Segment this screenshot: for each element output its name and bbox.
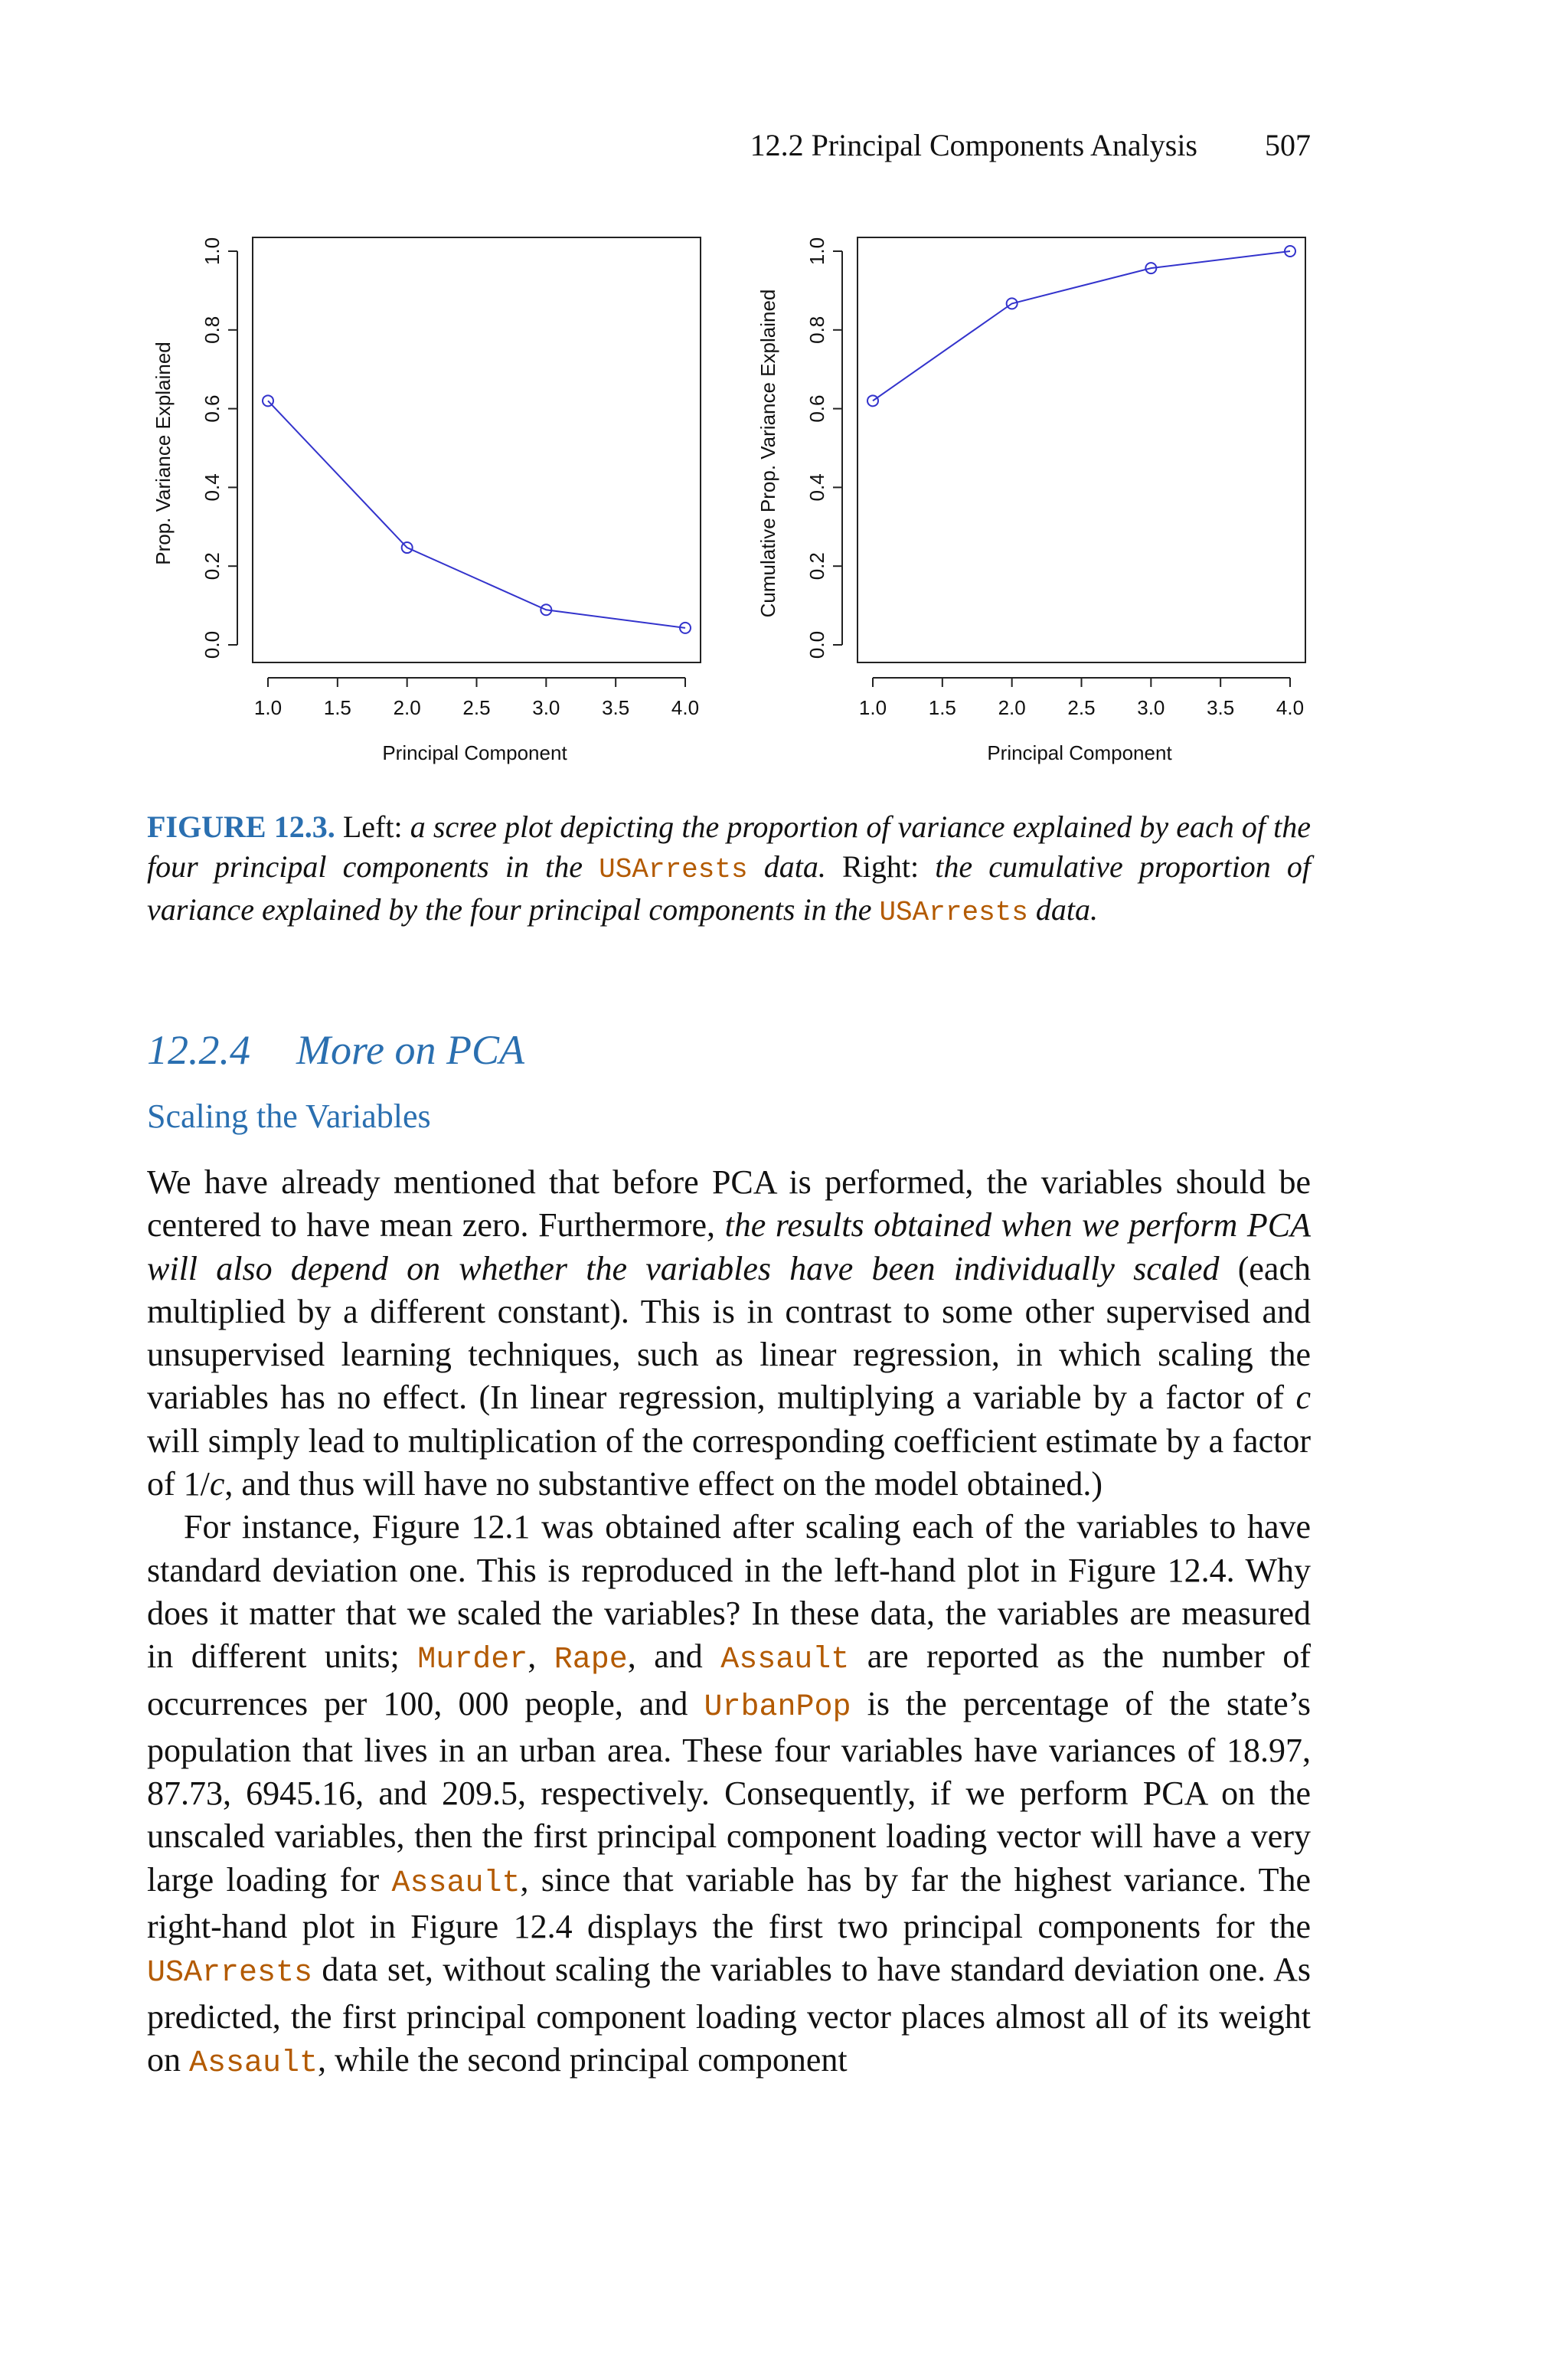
x-tick-label: 1.0 bbox=[858, 696, 887, 719]
x-axis-title: Principal Component bbox=[987, 741, 1172, 764]
x-tick-label: 1.5 bbox=[323, 696, 351, 719]
caption-right-word: Right: bbox=[842, 849, 920, 884]
plot-frame bbox=[253, 237, 701, 662]
text-run: (each multiplied by a different constant). This is in contrast to some other supervised and unsupervised learning techniques, such as linear regression, in which scaling the variables has no effect. (In linear regression, multiplying a variable by a factor of bbox=[147, 1249, 1311, 1417]
paragraph bbox=[147, 1506, 1311, 2085]
cumulative-plot-svg bbox=[743, 214, 1340, 796]
body-text bbox=[147, 1161, 1311, 2085]
y-tick-label: 1.0 bbox=[201, 237, 224, 266]
y-tick-label: 0.8 bbox=[201, 316, 224, 344]
x-tick-label: 2.0 bbox=[998, 696, 1026, 719]
series-line bbox=[873, 251, 1290, 401]
page-number: 507 bbox=[1265, 128, 1311, 162]
series-line bbox=[268, 401, 685, 628]
y-tick-label: 1.0 bbox=[805, 237, 828, 266]
y-tick-label: 0.4 bbox=[201, 473, 224, 502]
x-tick-label: 4.0 bbox=[1276, 696, 1305, 719]
x-tick-label: 2.5 bbox=[1067, 696, 1096, 719]
caption-right-text: the cumulative proportion of variance explained by the four principal components in the bbox=[147, 849, 1312, 927]
code-murder: Murder bbox=[417, 1643, 528, 1678]
scree-plot-svg bbox=[138, 214, 735, 796]
x-tick-label: 2.5 bbox=[462, 696, 491, 719]
caption-left-word: Left: bbox=[342, 810, 403, 844]
x-tick-label: 1.0 bbox=[253, 696, 283, 719]
x-tick-label: 1.5 bbox=[928, 696, 956, 719]
code-urbanpop: UrbanPop bbox=[704, 1689, 851, 1725]
caption-data-word: data. bbox=[1035, 892, 1099, 927]
text-run: is the percentage of the state’s population that lives in an urban area. These four variables have variances of 18.97, 87.73, 6945.16, and 209.5, respectively. Consequently, if we perform PCA on the unscaled variables, then the first principal component loading vector will have a very large loading for bbox=[147, 1684, 1311, 1899]
text-run: , since that variable has by far the highest variance. The right-hand plot in Figure 12.4 displays the first two principal components for the bbox=[147, 1860, 1311, 1946]
x-tick-label: 3.0 bbox=[1137, 696, 1165, 719]
math-variable: c bbox=[1295, 1379, 1312, 1417]
emphasis-run: the results obtained when we perform PCA will also depend on whether the variables have been individually scaled bbox=[147, 1206, 1311, 1287]
y-tick-label: 0.0 bbox=[201, 630, 224, 659]
text-run: , and bbox=[627, 1637, 703, 1676]
caption-left-text: a scree plot depicting the proportion of variance explained by each of the four principal components in the bbox=[147, 810, 1312, 884]
code-usarrests: USArrests bbox=[599, 854, 748, 885]
text-run: For instance, Figure 12.1 was obtained after scaling each of the variables to have standard deviation one. This is reproduced in the left-hand plot in Figure 12.4. Why does it matter that we scaled the variables? In these data, the variables are measured in different units; bbox=[147, 1508, 1311, 1676]
text-run: , while the second principal component bbox=[318, 2040, 848, 2079]
text-run: , bbox=[528, 1637, 537, 1676]
code-assault: Assault bbox=[720, 1643, 850, 1678]
y-tick-label: 0.2 bbox=[201, 552, 224, 581]
section-title: More on PCA bbox=[296, 1027, 524, 1073]
y-tick-label: 0.6 bbox=[805, 394, 828, 423]
caption-data-word: data. bbox=[763, 849, 826, 884]
code-usarrests: USArrests bbox=[147, 1956, 313, 1991]
x-axis-title: Principal Component bbox=[382, 741, 567, 764]
code-assault: Assault bbox=[391, 1866, 521, 1901]
y-axis-title: Cumulative Prop. Variance Explained bbox=[756, 289, 779, 618]
section-number: 12.2.4 bbox=[147, 1027, 250, 1073]
math-variable: c bbox=[209, 1465, 225, 1503]
running-head bbox=[147, 127, 1311, 163]
x-tick-label: 3.5 bbox=[602, 696, 630, 719]
paragraph bbox=[147, 1161, 1311, 1506]
plot-frame bbox=[858, 237, 1305, 662]
code-assault: Assault bbox=[189, 2046, 318, 2081]
x-tick-label: 2.0 bbox=[393, 696, 421, 719]
text-run: data set, without scaling the variables to have standard deviation one. As predicted, the first principal component loading vector places almost all of its weight on bbox=[147, 1951, 1311, 2079]
y-tick-label: 0.6 bbox=[201, 394, 224, 423]
y-tick-label: 0.8 bbox=[805, 316, 828, 344]
code-rape: Rape bbox=[554, 1643, 628, 1678]
subsection-heading: Scaling the Variables bbox=[147, 1097, 431, 1135]
figure-caption bbox=[147, 807, 1311, 933]
x-tick-label: 3.5 bbox=[1207, 696, 1235, 719]
running-head-title: 12.2 Principal Components Analysis bbox=[750, 128, 1197, 162]
y-tick-label: 0.0 bbox=[805, 630, 828, 659]
scree-plot bbox=[138, 214, 735, 796]
text-run: are reported as the number of occurrences per 100, 000 people, and bbox=[147, 1637, 1312, 1722]
code-usarrests: USArrests bbox=[879, 897, 1028, 928]
x-tick-label: 4.0 bbox=[671, 696, 700, 719]
y-tick-label: 0.2 bbox=[805, 552, 828, 581]
cumulative-plot bbox=[743, 214, 1340, 796]
text-run: will simply lead to multiplication of the corresponding coefficient estimate by a factor of 1/ bbox=[147, 1421, 1311, 1503]
figure-label: FIGURE 12.3. bbox=[147, 810, 335, 844]
figure-12-3 bbox=[138, 214, 1332, 796]
text-run: We have already mentioned that before PCA is performed, the variables should be centered to have mean zero. Furthermore, bbox=[147, 1163, 1311, 1245]
y-axis-title: Prop. Variance Explained bbox=[152, 342, 175, 565]
text-run: , and thus will have no substantive effect on the model obtained.) bbox=[224, 1465, 1102, 1503]
x-tick-label: 3.0 bbox=[532, 696, 560, 719]
y-tick-label: 0.4 bbox=[805, 473, 828, 502]
section-heading bbox=[147, 1026, 524, 1074]
